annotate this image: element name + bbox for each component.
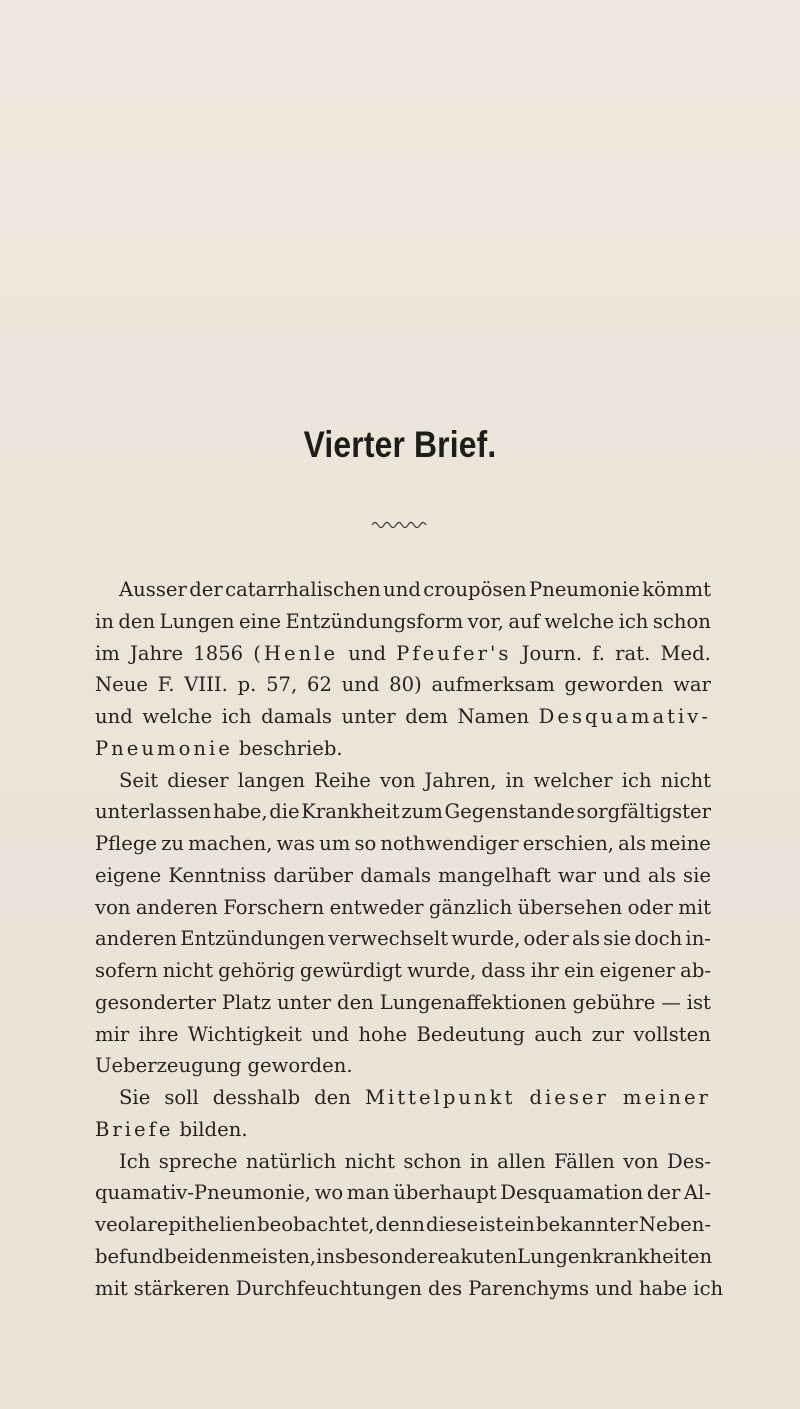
text-line xyxy=(95,828,711,860)
word: anderen xyxy=(95,927,178,951)
word: dieser xyxy=(529,1086,609,1109)
word: Lungenkrankheiten xyxy=(517,1244,713,1268)
word: Gegenstande xyxy=(444,800,575,824)
word: von xyxy=(379,768,416,792)
word: von xyxy=(623,1149,659,1173)
word: Reihe xyxy=(314,768,371,792)
word: ihre xyxy=(138,1022,179,1046)
text-line xyxy=(95,1209,711,1241)
word: ich xyxy=(621,768,652,792)
word: nicht xyxy=(344,1149,395,1173)
word: wo xyxy=(314,1181,344,1205)
word: Jahren, xyxy=(424,768,497,792)
text-line xyxy=(95,1082,711,1114)
word: Journ. xyxy=(521,641,583,665)
word: befund xyxy=(95,1244,165,1268)
word: Durchfeuchtungen xyxy=(235,1276,422,1300)
word: die xyxy=(269,800,300,824)
word: sofern xyxy=(95,959,158,982)
word: geworden. xyxy=(247,1054,353,1078)
word: doch xyxy=(634,927,683,951)
word: Lungenaffektionen xyxy=(379,990,567,1014)
word: schon xyxy=(652,609,711,633)
word: mangelhaft xyxy=(438,863,551,887)
word: eigene xyxy=(95,863,162,887)
text-line xyxy=(95,1019,711,1051)
word: Desquamativ- xyxy=(538,705,711,728)
word: in xyxy=(95,609,114,633)
word: dieser xyxy=(167,768,229,792)
word: in xyxy=(505,768,525,792)
word: anderen xyxy=(135,895,218,919)
word: allen xyxy=(497,1149,546,1173)
word: den xyxy=(194,1244,232,1268)
word: ein xyxy=(504,1213,535,1236)
word: und xyxy=(383,578,421,601)
word: geworden xyxy=(564,673,664,697)
word: den xyxy=(337,990,374,1014)
word: und xyxy=(341,673,380,697)
text-line xyxy=(95,765,711,797)
word: auf xyxy=(508,609,540,633)
word: langen xyxy=(237,768,306,792)
text-line xyxy=(95,923,711,955)
body-text xyxy=(95,574,724,1304)
word: Kenntniss xyxy=(168,863,267,887)
word: um xyxy=(319,832,351,855)
word: des xyxy=(427,1276,463,1300)
word: ist xyxy=(479,1213,504,1236)
word: meiner xyxy=(622,1086,711,1109)
word: Pneumonie xyxy=(529,578,640,601)
word: ich xyxy=(693,1276,724,1300)
chapter-title: Vierter Brief. xyxy=(303,424,497,465)
word: gänzlich xyxy=(428,895,513,919)
word: Lungen xyxy=(159,609,235,633)
wavy-ornament-icon xyxy=(370,519,430,529)
word: damals xyxy=(360,863,431,887)
text-line xyxy=(95,701,711,733)
word: habe, xyxy=(212,800,268,824)
word: Briefe xyxy=(95,1117,174,1141)
word: bilden. xyxy=(179,1117,248,1141)
word: im xyxy=(95,641,120,665)
word: 57, xyxy=(266,673,298,697)
word: 80) xyxy=(389,673,422,697)
text-line xyxy=(95,860,711,892)
word: oder xyxy=(523,927,569,951)
word: unterlassen xyxy=(95,800,212,824)
word: bei xyxy=(164,1244,195,1268)
word: und xyxy=(311,1022,350,1046)
text-line xyxy=(95,574,711,606)
word: Pflege xyxy=(95,832,157,855)
word: ist xyxy=(686,990,711,1014)
word: welche xyxy=(142,705,213,728)
word: so xyxy=(354,832,377,855)
word: habe xyxy=(638,1276,688,1300)
text-line xyxy=(95,796,711,828)
word: croupösen xyxy=(423,578,527,601)
word: Parenchyms xyxy=(468,1276,590,1300)
word: der xyxy=(646,1181,681,1205)
word: Jahre xyxy=(130,641,184,665)
word: gehörig xyxy=(218,959,295,982)
word: und xyxy=(595,1276,633,1300)
word: war xyxy=(673,673,711,697)
word: den xyxy=(118,609,156,633)
word: und xyxy=(348,641,387,665)
text-line xyxy=(95,669,711,701)
word: als xyxy=(647,863,676,887)
word: Pfeufer's xyxy=(396,641,512,665)
word: Ich xyxy=(119,1149,151,1173)
word: meine xyxy=(650,832,711,855)
word: zum xyxy=(401,800,443,824)
word: Wichtigkeit xyxy=(187,1022,302,1046)
word: meisten, xyxy=(231,1244,317,1268)
word: sorgfältigster xyxy=(576,800,711,824)
word: unter xyxy=(277,990,332,1014)
word: 62 xyxy=(306,673,332,697)
word: Al- xyxy=(683,1181,711,1205)
word: Entzündungen xyxy=(180,927,326,951)
word: mit xyxy=(678,895,711,919)
word: stärkeren xyxy=(133,1276,230,1300)
word: nicht xyxy=(660,768,711,792)
word: vor, xyxy=(467,609,504,633)
word: ab- xyxy=(680,959,711,982)
word: bekannter xyxy=(535,1213,638,1236)
text-line xyxy=(95,1241,711,1273)
word: Entzündungsform xyxy=(285,609,464,633)
word: veolarepithelien xyxy=(95,1213,257,1236)
word: F. xyxy=(157,673,175,697)
word: den xyxy=(314,1086,351,1109)
word: Forschern xyxy=(223,895,325,919)
word: mit xyxy=(95,1276,128,1300)
word: (Henle xyxy=(253,641,339,665)
word: Seit xyxy=(119,768,159,792)
word: war xyxy=(558,863,596,887)
text-line xyxy=(95,606,711,638)
word: mir xyxy=(95,1022,130,1046)
word: eine xyxy=(238,609,282,633)
text-line xyxy=(95,1146,711,1178)
word: ein xyxy=(563,959,595,982)
word: eigener xyxy=(599,959,676,982)
word: wurde, xyxy=(451,927,521,951)
word: entweder xyxy=(329,895,424,919)
word: gebühre xyxy=(572,990,656,1014)
word: in xyxy=(469,1149,489,1173)
word: diese xyxy=(425,1213,479,1236)
word: denn xyxy=(375,1213,425,1236)
word: 1856 xyxy=(193,641,244,665)
word: Neben- xyxy=(638,1213,711,1236)
word: welche xyxy=(544,609,615,633)
text-line xyxy=(95,1177,711,1209)
word: — xyxy=(661,990,681,1014)
word: Krankheit xyxy=(301,800,400,824)
word: hohe xyxy=(358,1022,408,1046)
word: und xyxy=(95,705,133,728)
word: insbesondere xyxy=(316,1244,449,1268)
word: machen, xyxy=(188,832,273,855)
word: ihr xyxy=(530,959,559,982)
word: catarrhalischen xyxy=(225,578,381,601)
word: Namen xyxy=(457,705,530,728)
word: sie xyxy=(603,927,632,951)
word: Desquamation xyxy=(500,1181,644,1205)
word: verwechselt xyxy=(328,927,449,951)
text-line xyxy=(95,987,711,1019)
word: nothwendiger xyxy=(380,832,519,855)
word: rat. xyxy=(615,641,651,665)
word: was xyxy=(276,832,316,855)
word: Ausser xyxy=(119,578,187,601)
word: f. xyxy=(592,641,606,665)
text-line xyxy=(95,892,711,924)
word: quamativ-Pneumonie, xyxy=(95,1181,312,1205)
word: als xyxy=(618,832,647,855)
text-line xyxy=(95,733,711,765)
word: überhaupt xyxy=(393,1181,497,1205)
word: übersehen xyxy=(517,895,623,919)
word: Pneumonie xyxy=(95,736,233,760)
word: auch xyxy=(534,1022,583,1046)
word: spreche xyxy=(158,1149,238,1173)
word: der xyxy=(189,578,223,601)
word: kömmt xyxy=(642,578,711,601)
word: darüber xyxy=(273,863,354,887)
text-line xyxy=(95,955,711,987)
word: Platz xyxy=(221,990,272,1014)
text-line xyxy=(95,638,711,670)
word: welcher xyxy=(533,768,613,792)
word: nicht xyxy=(162,959,214,982)
word: dass xyxy=(481,959,526,982)
word: zur xyxy=(591,1022,624,1046)
word: desshalb xyxy=(212,1086,301,1109)
word: schon xyxy=(403,1149,462,1173)
word: und xyxy=(602,863,641,887)
word: Fällen xyxy=(554,1149,615,1173)
word: beschrieb. xyxy=(238,736,343,760)
word: als xyxy=(572,927,601,951)
word: Neue xyxy=(95,673,148,697)
word: Mittelpunkt xyxy=(364,1086,516,1109)
word: gewürdigt xyxy=(299,959,403,982)
word: Des- xyxy=(667,1149,711,1173)
word: zu xyxy=(161,832,185,855)
text-line xyxy=(95,1114,711,1146)
word: in- xyxy=(685,927,711,951)
word: wurde, xyxy=(407,959,477,982)
word: oder xyxy=(627,895,673,919)
text-line xyxy=(95,1050,711,1082)
word: beobachtet, xyxy=(257,1213,375,1236)
word: VIII. xyxy=(184,673,228,697)
word: dem xyxy=(405,705,448,728)
word: Med. xyxy=(660,641,711,665)
word: vollsten xyxy=(633,1022,711,1046)
word: von xyxy=(95,895,131,919)
word: unter xyxy=(341,705,396,728)
word: damals xyxy=(261,705,332,728)
word: soll xyxy=(164,1086,199,1109)
word: Bedeutung xyxy=(416,1022,525,1046)
word: aufmerksam xyxy=(431,673,555,697)
word: sie xyxy=(683,863,711,887)
word: Ueberzeugung xyxy=(95,1054,242,1078)
word: erschien, xyxy=(522,832,615,855)
word: man xyxy=(346,1181,390,1205)
word: akuten xyxy=(448,1244,518,1268)
word: Sie xyxy=(119,1086,151,1109)
word: ich xyxy=(618,609,649,633)
text-line xyxy=(95,1273,724,1305)
word: gesonderter xyxy=(95,990,216,1014)
word: natürlich xyxy=(245,1149,337,1173)
word: p. xyxy=(237,673,257,697)
word: ich xyxy=(221,705,252,728)
